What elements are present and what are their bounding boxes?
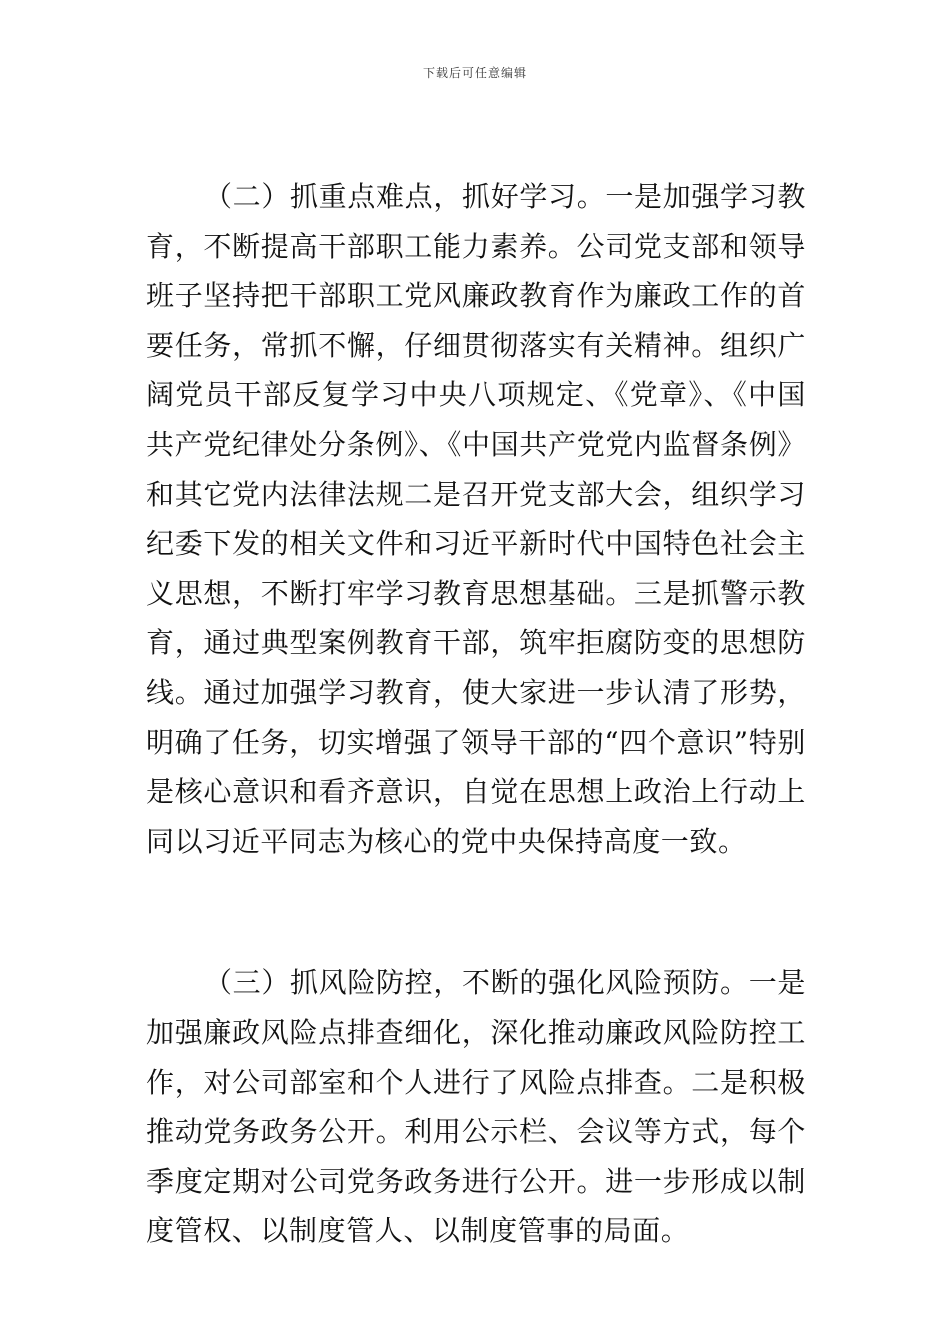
header-note: 下载后可任意编辑	[422, 66, 527, 80]
paragraph-study: （二）抓重点难点，抓好学习。一是加强学习教育，不断提高干部职工能力素养。公司党支部和领导班子坚持把干部职工党风廉政教育作为廉政工作的首要任务，常抓不懈，仔细贯彻落实有关精神。组织广阔党员干部反复学习中央八项规定、《党章》、《中国共产党纪律处分条例》、《中国共产党党内监督条例》和其它党内法律法规二是召开党支部大会，组织学习纪委下发的相关文件和习近平新时代中国特色社会主义思想，不断打牢学习教育思想基础。三是抓警示教育，通过典型案例教育干部，筑牢拒腐防变的思想防线。通过加强学习教育，使大家进一步认清了形势，明确了任务，切实增强了领导干部的“四个意识”特别是核心意识和看齐意识，自觉在思想上政治上行动上同以习近平同志为核心的党中央保持高度一致。	[146, 180, 806, 858]
paragraph-risk-control: （三）抓风险防控，不断的强化风险预防。一是加强廉政风险点排查细化，深化推动廉政风险防控工作，对公司部室和个人进行了风险点排查。二是积极推动党务政务公开。利用公示栏、会议等方式，每个季度定期对公司党务政务进行公开。进一步形成以制度管权、以制度管人、以制度管事的局面。	[146, 966, 806, 1248]
document-body	[146, 172, 806, 1256]
